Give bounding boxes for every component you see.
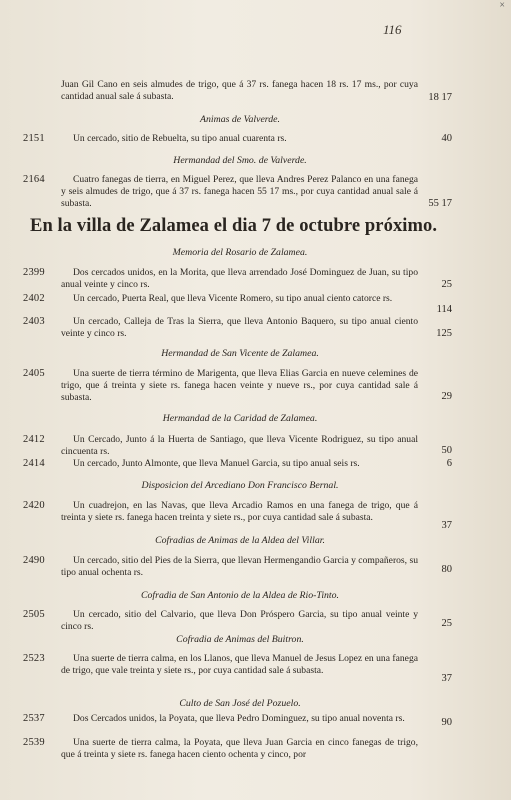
entry-number: 2412 bbox=[23, 434, 45, 445]
entry-text: Un cercado, Calleja de Tras la Sierra, que lleva Antonio Baquero, su tipo anual ciento veinte y cinco rs. bbox=[61, 316, 418, 340]
entry-amount: 29 bbox=[441, 391, 452, 402]
entry-amount: 40 bbox=[441, 133, 452, 144]
entry-number: 2399 bbox=[23, 267, 45, 278]
section-heading: Cofradias de Animas de la Aldea del Villar. bbox=[155, 535, 325, 546]
entry-number: 2505 bbox=[23, 609, 45, 620]
corner-mark: × bbox=[499, 0, 505, 11]
entry-text: Un Cercado, Junto á la Huerta de Santiago, que lleva Vicente Rodriguez, su tipo anual cincuenta rs. bbox=[61, 434, 418, 458]
entry-number: 2523 bbox=[23, 653, 45, 664]
entry-amount: 50 bbox=[441, 445, 452, 456]
entry-text: Juan Gil Cano en seis almudes de trigo, que á 37 rs. fanega hacen 18 rs. 17 ms., por cuya cantidad anual sale á subasta. bbox=[61, 79, 418, 103]
section-heading: Cofradia de Animas del Buitron. bbox=[176, 634, 304, 645]
section-heading: Disposicion del Arcediano Don Francisco Bernal. bbox=[141, 480, 339, 491]
entry-text: Una suerte de tierra calma, la Poyata, que lleva Juan Garcia en cinco fanegas de trigo, que á treinta y siete rs. fanega hacen ciento ochenta y cinco, por bbox=[61, 737, 418, 761]
page-title: En la villa de Zalamea el dia 7 de octubre próximo. bbox=[30, 216, 438, 236]
entry-amount: 125 bbox=[436, 328, 452, 339]
entry-text: Una suerte de tierra calma, en los Llanos, que lleva Manuel de Jesus Lopez en una fanega de trigo, que vale treinta y siete rs., por cuya cantidad sale á subasta. bbox=[61, 653, 418, 677]
entry-amount: 80 bbox=[441, 564, 452, 575]
entry-amount: 114 bbox=[436, 304, 452, 315]
entry-amount: 55 17 bbox=[428, 198, 452, 209]
entry-text: Un cercado, Junto Almonte, que lleva Manuel Garcia, su tipo anual seis rs. bbox=[73, 458, 360, 469]
section-heading: Memoria del Rosario de Zalamea. bbox=[172, 247, 308, 258]
entry-text: Dos cercados unidos, en la Morita, que lleva arrendado José Dominguez de Juan, su tipo anual veinte y cinco rs. bbox=[61, 267, 418, 291]
page-number: 116 bbox=[383, 22, 402, 37]
section-heading: Cofradia de San Antonio de la Aldea de Rio-Tinto. bbox=[140, 590, 340, 601]
entry-amount: 37 bbox=[441, 673, 452, 684]
entry-text: Un cuadrejon, en las Navas, que lleva Arcadio Ramos en una fanega de trigo, que á treinta y siete rs. fanega hacen treinta y siete rs., por cuya cantidad sale á subasta. bbox=[61, 500, 418, 524]
entry-amount: 90 bbox=[441, 717, 452, 728]
entry-number: 2164 bbox=[23, 174, 45, 185]
entry-number: 2420 bbox=[23, 500, 45, 511]
entry-amount: 25 bbox=[441, 618, 452, 629]
entry-text: Un cercado, sitio del Pies de la Sierra, que llevan Hermengandio Garcia y compañeros, su tipo anual ochenta rs. bbox=[61, 555, 418, 579]
entry-amount: 25 bbox=[441, 279, 452, 290]
entry-amount: 18 17 bbox=[428, 92, 452, 103]
entry-number: 2403 bbox=[23, 316, 45, 327]
entry-text: Un cercado, sitio del Calvario, que lleva Don Próspero Garcia, su tipo anual veinte y cinco rs. bbox=[61, 609, 418, 633]
entry-number: 2539 bbox=[23, 737, 45, 748]
entry-text: Un cercado, Puerta Real, que lleva Vicente Romero, su tipo anual ciento catorce rs. bbox=[73, 293, 393, 304]
section-heading: Hermandad del Smo. de Valverde. bbox=[173, 155, 307, 166]
section-heading: Culto de San José del Pozuelo. bbox=[179, 698, 301, 709]
entry-text: Cuatro fanegas de tierra, en Miguel Perez, que lleva Andres Perez Palanco en una fanega y seis almudes de trigo, que á 37 rs. fanega hacen 55 17 ms., por cuya cantidad anual sale á subasta. bbox=[61, 174, 418, 210]
entry-number: 2414 bbox=[23, 458, 45, 469]
entry-number: 2537 bbox=[23, 713, 45, 724]
entry-number: 2405 bbox=[23, 368, 45, 379]
entry-amount: 6 bbox=[446, 458, 452, 469]
entry-text: Dos Cercados unidos, la Poyata, que lleva Pedro Dominguez, su tipo anual noventa rs. bbox=[73, 713, 405, 724]
entry-number: 2490 bbox=[23, 555, 45, 566]
entry-amount: 37 bbox=[441, 520, 452, 531]
entry-number: 2402 bbox=[23, 293, 45, 304]
section-heading: Hermandad de la Caridad de Zalamea. bbox=[162, 413, 318, 424]
entry-number: 2151 bbox=[23, 133, 45, 144]
entry-text: Una suerte de tierra término de Marigenta, que lleva Elias Garcia en nueve celemines de trigo, que á treinta y siete rs. fanega hacen veinte y nueve rs., por cuya cantidad sale á subasta. bbox=[61, 368, 418, 404]
section-heading: Hermandad de San Vicente de Zalamea. bbox=[161, 348, 319, 359]
entry-text: Un cercado, sitio de Rebuelta, su tipo anual cuarenta rs. bbox=[73, 133, 287, 144]
section-heading: Animas de Valverde. bbox=[200, 114, 280, 125]
